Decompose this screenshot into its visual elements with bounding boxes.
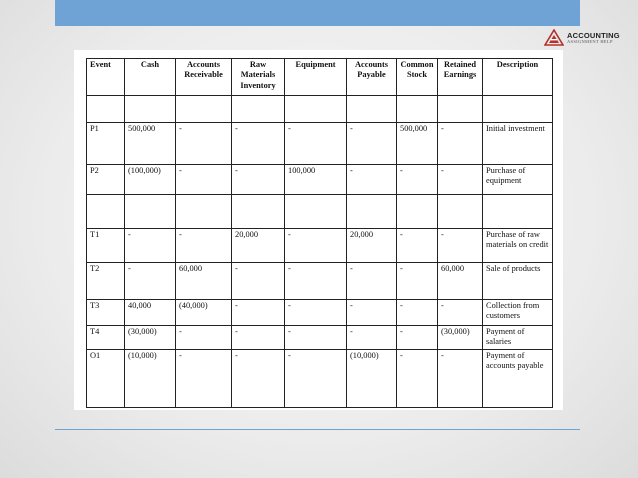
cell-accounts-receivable: 60,000 [176, 263, 232, 300]
cell-event: T2 [87, 263, 125, 300]
cell-accounts-payable: (10,000) [347, 349, 397, 407]
cell-accounts-payable: 20,000 [347, 229, 397, 263]
cell-cash: - [125, 229, 176, 263]
logo-emblem-icon [544, 29, 564, 47]
cell-equipment: - [285, 229, 347, 263]
cell-accounts-receivable: - [176, 326, 232, 350]
header-description: Description [483, 59, 553, 96]
header-event: Event [87, 59, 125, 96]
table-row [87, 300, 553, 326]
cell-description: Sale of products [483, 263, 553, 300]
bottom-divider-line [55, 429, 580, 430]
cell-common-stock: - [397, 300, 438, 326]
cell-raw-materials: - [232, 326, 285, 350]
header-accounts-receivable: Accounts Receivable [176, 59, 232, 96]
cell-equipment: - [285, 300, 347, 326]
cell-raw-materials: - [232, 349, 285, 407]
cell-event: T1 [87, 229, 125, 263]
cell-raw-materials: 20,000 [232, 229, 285, 263]
transactions-table [86, 58, 553, 408]
table-row [87, 263, 553, 300]
cell-accounts-payable: - [347, 300, 397, 326]
top-accent-bar [55, 0, 580, 26]
header-raw-materials-inventory: Raw Materials Inventory [232, 59, 285, 96]
logo-title: ACCOUNTING [567, 30, 620, 40]
header-cash: Cash [125, 59, 176, 96]
cell-common-stock: - [397, 229, 438, 263]
cell-accounts-receivable: - [176, 349, 232, 407]
table-spacer-row [87, 195, 553, 229]
cell-retained-earnings: (30,000) [438, 326, 483, 350]
cell-cash: (10,000) [125, 349, 176, 407]
cell-accounts-payable: - [347, 326, 397, 350]
table-row [87, 123, 553, 165]
table-row [87, 229, 553, 263]
accounting-assignment-help-logo [544, 28, 636, 48]
table-row [87, 349, 553, 407]
cell-accounts-receivable: - [176, 165, 232, 195]
cell-event: P1 [87, 123, 125, 165]
cell-cash: 500,000 [125, 123, 176, 165]
cell-equipment: - [285, 123, 347, 165]
cell-equipment: - [285, 349, 347, 407]
cell-common-stock: - [397, 263, 438, 300]
cell-description: Collection from customers [483, 300, 553, 326]
table-row [87, 326, 553, 350]
cell-event: P2 [87, 165, 125, 195]
cell-equipment: - [285, 326, 347, 350]
cell-common-stock: - [397, 326, 438, 350]
cell-accounts-receivable: - [176, 123, 232, 165]
cell-description: Payment of accounts payable [483, 349, 553, 407]
cell-common-stock: - [397, 165, 438, 195]
cell-retained-earnings: - [438, 349, 483, 407]
cell-common-stock: 500,000 [397, 123, 438, 165]
cell-raw-materials: - [232, 263, 285, 300]
document-panel [74, 50, 563, 410]
cell-retained-earnings: 60,000 [438, 263, 483, 300]
cell-equipment: 100,000 [285, 165, 347, 195]
cell-retained-earnings: - [438, 123, 483, 165]
cell-raw-materials: - [232, 300, 285, 326]
cell-event: T3 [87, 300, 125, 326]
cell-event: T4 [87, 326, 125, 350]
cell-cash: - [125, 263, 176, 300]
cell-retained-earnings: - [438, 165, 483, 195]
table-row [87, 165, 553, 195]
cell-retained-earnings: - [438, 300, 483, 326]
cell-raw-materials: - [232, 165, 285, 195]
cell-cash: 40,000 [125, 300, 176, 326]
cell-description: Payment of salaries [483, 326, 553, 350]
logo-subtitle: ASSIGNMENT HELP [567, 39, 613, 44]
cell-equipment: - [285, 263, 347, 300]
header-common-stock: Common Stock [397, 59, 438, 96]
cell-common-stock: - [397, 349, 438, 407]
cell-raw-materials: - [232, 123, 285, 165]
cell-retained-earnings: - [438, 229, 483, 263]
cell-accounts-receivable: (40,000) [176, 300, 232, 326]
cell-accounts-payable: - [347, 123, 397, 165]
cell-cash: (30,000) [125, 326, 176, 350]
table-header-row [87, 59, 553, 96]
cell-accounts-receivable: - [176, 229, 232, 263]
cell-cash: (100,000) [125, 165, 176, 195]
cell-description: Initial investment [483, 123, 553, 165]
table-spacer-row [87, 96, 553, 123]
header-accounts-payable: Accounts Payable [347, 59, 397, 96]
header-equipment: Equipment [285, 59, 347, 96]
cell-description: Purchase of raw materials on credit [483, 229, 553, 263]
cell-description: Purchase of equipment [483, 165, 553, 195]
header-retained-earnings: Retained Earnings [438, 59, 483, 96]
cell-accounts-payable: - [347, 263, 397, 300]
cell-accounts-payable: - [347, 165, 397, 195]
cell-event: O1 [87, 349, 125, 407]
